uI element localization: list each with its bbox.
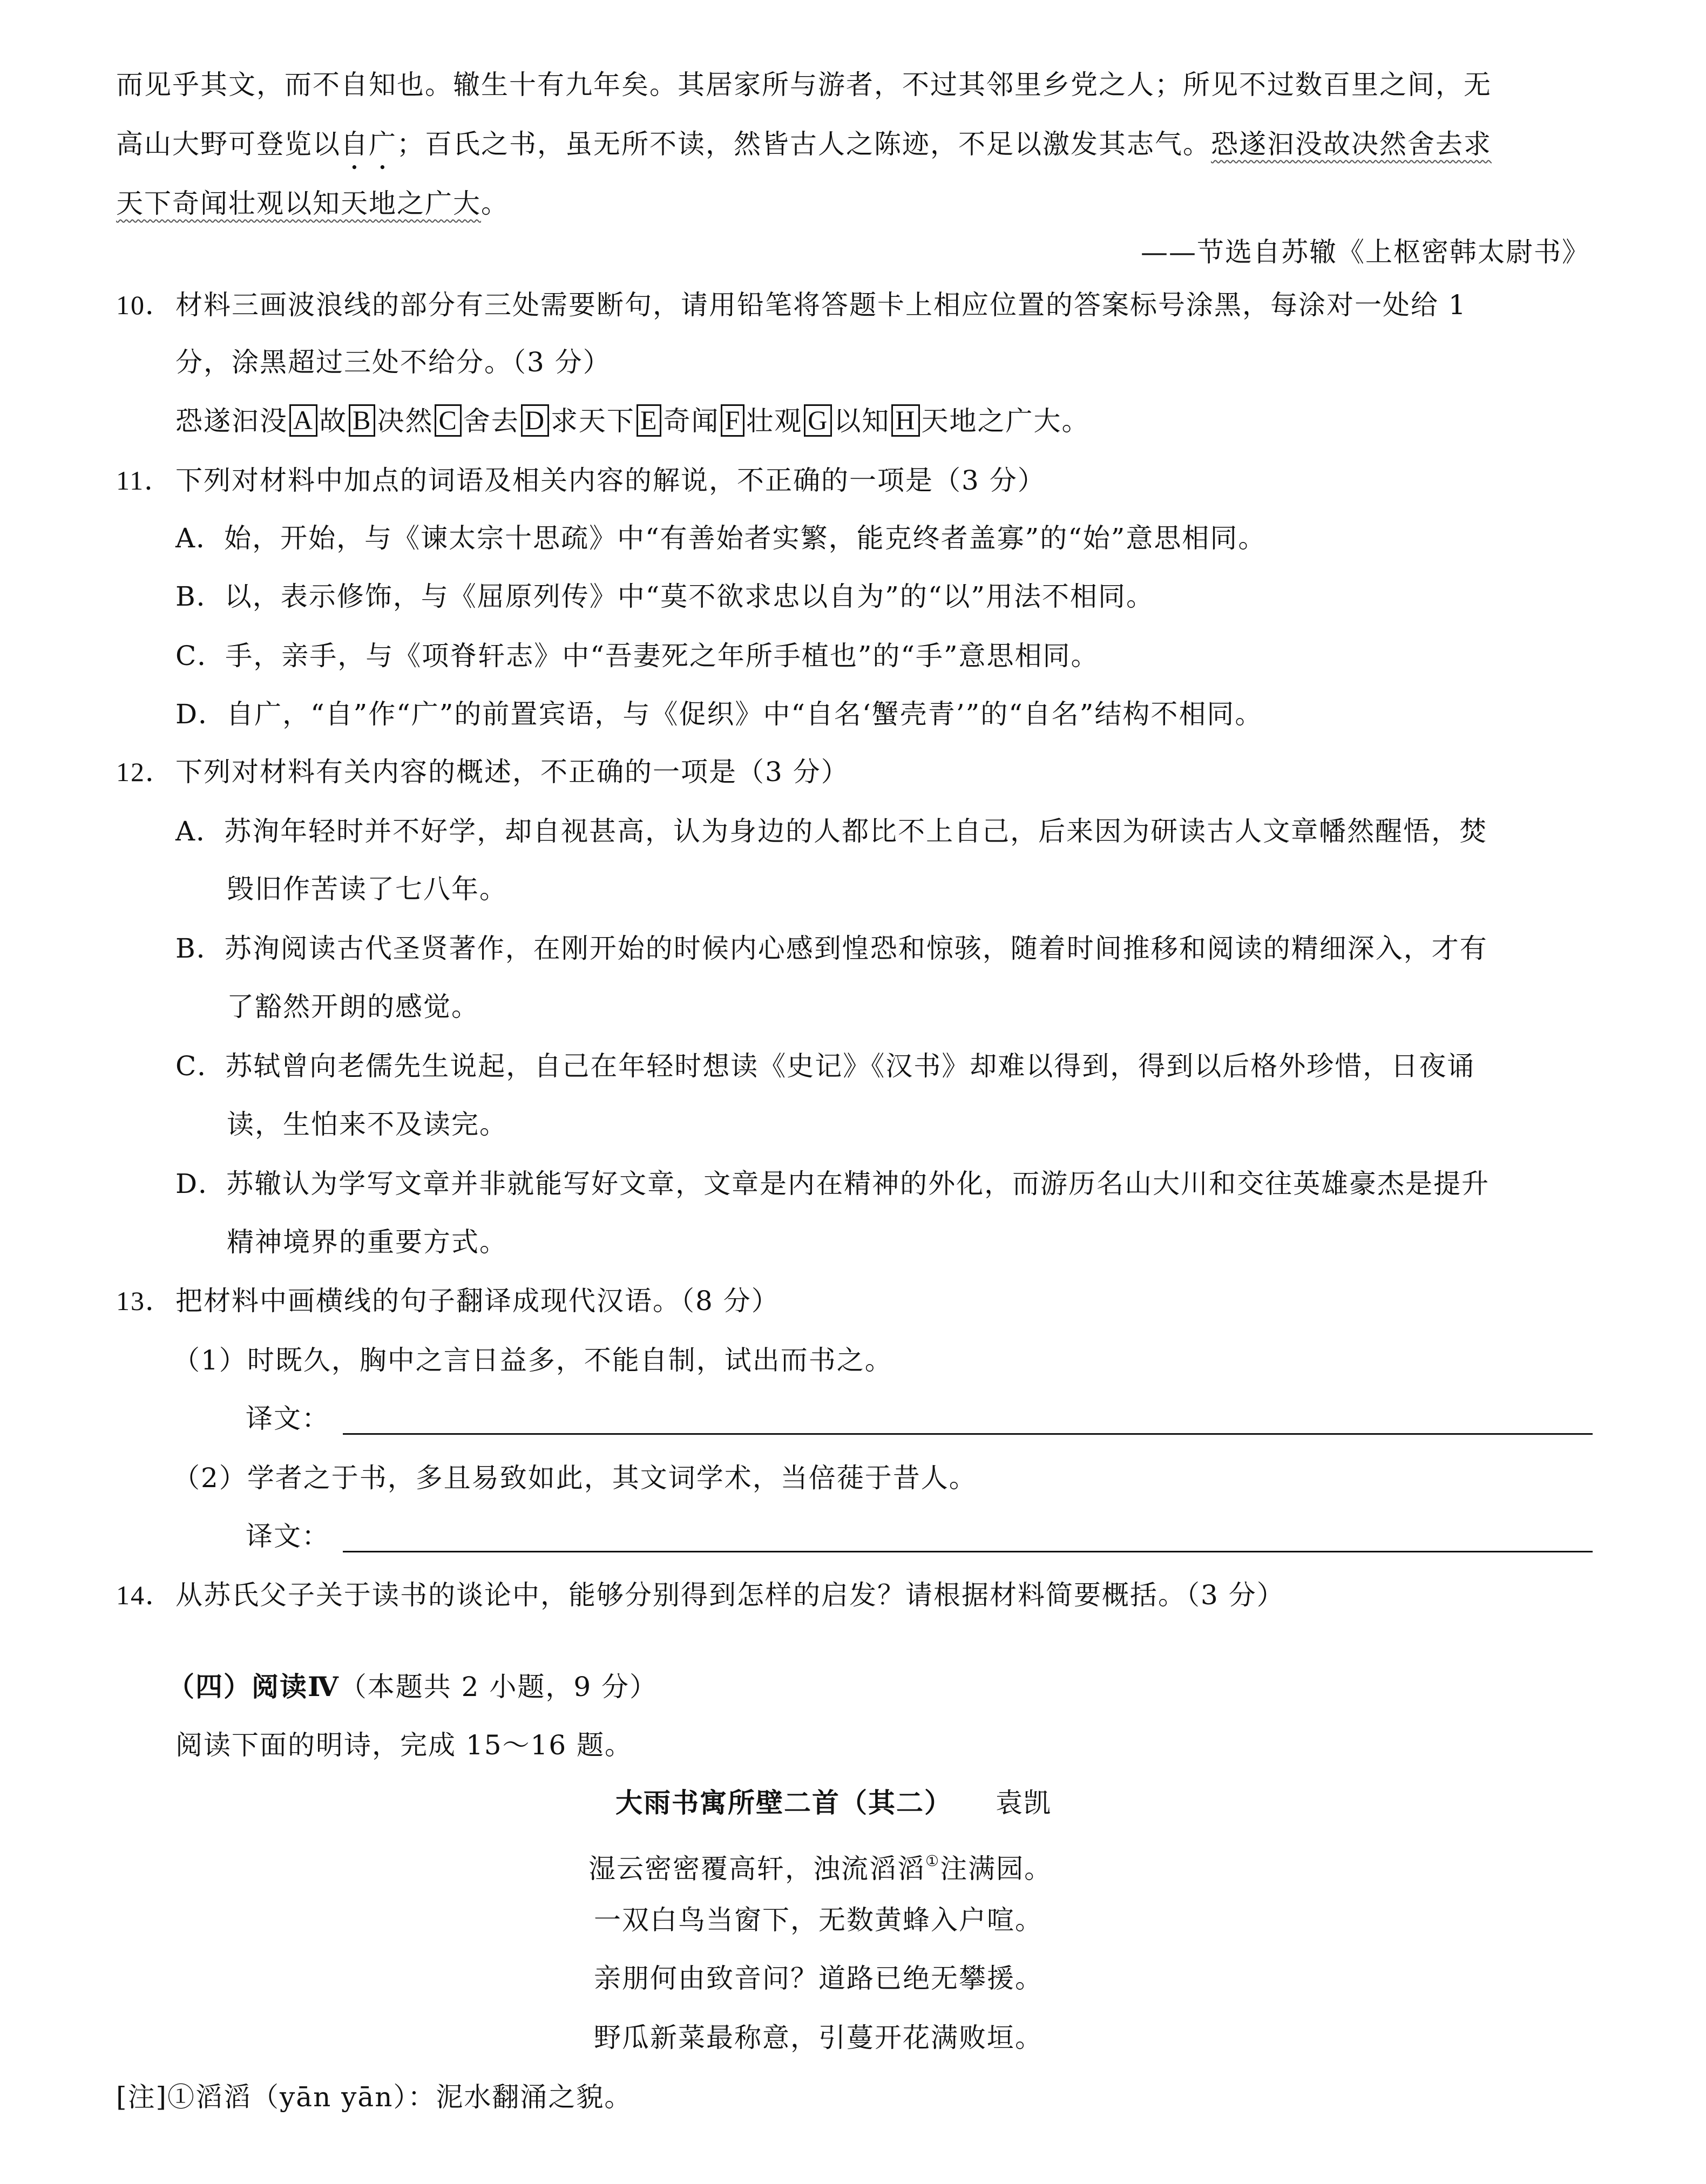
q12-option-d-cont: 精神境界的重要方式。 xyxy=(227,1226,507,1258)
q12-stem xyxy=(116,753,849,791)
source-citation: ——节选自苏辙《上枢密韩太尉书》 xyxy=(1141,236,1590,268)
q14-stem xyxy=(116,1576,1285,1614)
option-label: D． xyxy=(175,1168,227,1199)
poem-author: 袁凯 xyxy=(996,1787,1052,1819)
segment: 舍去 xyxy=(463,405,519,437)
option-text: 手，亲手，与《项脊轩志》中“吾妻死之年所手植也”的“手”意思相同。 xyxy=(225,640,1099,672)
poem-header xyxy=(615,1784,1052,1822)
q14-text: 从苏氏父子关于读书的谈论中，能够分别得到怎样的启发？请根据材料简要概括。（3 分） xyxy=(175,1579,1285,1611)
footnote-marker: ① xyxy=(925,1852,940,1870)
q12-option-c[interactable] xyxy=(175,1047,1475,1085)
q11-option-a[interactable] xyxy=(175,519,1266,557)
q10-text: 材料三画波浪线的部分有三处需要断句，请用铅笔将答题卡上相应位置的答案标号涂黑，每涂对一处给 1 xyxy=(175,289,1467,321)
segment: 天地之广大。 xyxy=(921,405,1090,437)
translation-answer-field-2[interactable] xyxy=(343,1551,1593,1552)
material-line-2 xyxy=(116,125,1492,175)
item-label: （2） xyxy=(173,1462,247,1494)
option-label: A． xyxy=(175,523,225,554)
q12-option-c-cont: 读，生怕来不及读完。 xyxy=(227,1109,507,1140)
segment: 求天下 xyxy=(550,405,635,437)
q13-item-2 xyxy=(173,1459,977,1497)
wavy-underlined-text: 天下奇闻壮观以知天地之广大 xyxy=(116,188,481,219)
question-number: 11． xyxy=(116,465,173,496)
q12-option-b[interactable] xyxy=(175,930,1488,967)
option-label: B． xyxy=(175,581,225,612)
option-text: 始，开始，与《谏太宗十思疏》中“有善始者实繁，能克终者盖寡”的“始”意思相同。 xyxy=(224,523,1267,554)
poem-text: 湿云密密覆高轩，浊流滔滔 xyxy=(588,1853,925,1884)
item-text: 学者之于书，多且易致如此，其文词学术，当倍蓰于昔人。 xyxy=(247,1462,977,1494)
option-text: 以，表示修饰，与《屈原列传》中“莫不欲求忠以自为”的“以”用法不相同。 xyxy=(224,581,1154,612)
q12-option-a[interactable] xyxy=(175,812,1487,850)
translation-answer-field-1[interactable] xyxy=(343,1433,1593,1435)
answer-box-d[interactable]: D xyxy=(521,404,549,437)
q12-text: 下列对材料有关内容的概述，不正确的一项是（3 分） xyxy=(175,756,849,788)
poem-line-4: 野瓜新菜最称意，引蔓开花满败垣。 xyxy=(594,2022,1043,2053)
dotted-word-zi-guang: 自广 xyxy=(341,128,397,160)
segment: 故 xyxy=(319,405,348,437)
q10-sentence-breaks xyxy=(175,402,1090,440)
q11-option-d[interactable] xyxy=(175,695,1263,733)
q12-option-b-cont: 了豁然开朗的感觉。 xyxy=(227,991,479,1022)
answer-box-h[interactable]: H xyxy=(891,404,919,437)
section-instruction: 阅读下面的明诗，完成 15～16 题。 xyxy=(175,1729,633,1761)
item-text: 时既久，胸中之言日益多，不能自制，试出而书之。 xyxy=(247,1345,893,1376)
answer-box-c[interactable]: C xyxy=(435,404,461,437)
answer-box-e[interactable]: E xyxy=(637,404,662,437)
option-label: A． xyxy=(175,816,225,847)
material-line-1: 而见乎其文，而不自知也。辙生十有九年矣。其居家所与游者，不过其邻里乡党之人；所见不过数百里之间，无 xyxy=(116,69,1492,100)
q12-option-d[interactable] xyxy=(175,1165,1490,1203)
material-text: 高山大野可登览以 xyxy=(116,128,341,160)
q13-answer-label-2: 译文： xyxy=(246,1521,330,1552)
segment: 壮观 xyxy=(746,405,803,437)
q11-option-b[interactable] xyxy=(175,578,1154,615)
material-text: ；百氏之书，虽无所不读，然皆古人之陈迹，不足以激发其志气。 xyxy=(397,128,1211,160)
item-label: （1） xyxy=(173,1345,247,1376)
poem-text: 注满园。 xyxy=(940,1853,1053,1884)
question-number: 14． xyxy=(116,1580,173,1610)
option-text: 苏轼曾向老儒先生说起，自己在年轻时想读《史记》《汉书》却难以得到，得到以后格外珍惜，日夜诵 xyxy=(225,1050,1475,1082)
q11-option-c[interactable] xyxy=(175,637,1099,675)
section-meta: （本题共 2 小题，9 分） xyxy=(339,1671,658,1703)
q11-stem xyxy=(116,462,1046,499)
q13-item-1 xyxy=(173,1341,893,1379)
poem-title: 大雨书寓所壁二首（其二） xyxy=(615,1787,952,1819)
question-number: 12． xyxy=(116,757,173,787)
question-number: 13． xyxy=(116,1286,173,1316)
segment: 决然 xyxy=(377,405,434,437)
q10-stem-line-2: 分，涂黑超过三处不给分。（3 分） xyxy=(175,347,611,378)
poem-note: [注]①滔滔（yān yān）：泥水翻涌之貌。 xyxy=(116,2081,633,2113)
section-heading xyxy=(167,1668,658,1706)
segment: 恐遂汩没 xyxy=(175,405,288,437)
q10-stem-line-1 xyxy=(116,286,1467,324)
poem-line-2: 一双白鸟当窗下，无数黄蜂入户喧。 xyxy=(594,1904,1043,1936)
segment: 奇闻 xyxy=(663,405,720,437)
q13-stem xyxy=(116,1282,780,1320)
option-label: D． xyxy=(175,698,227,730)
option-label: C． xyxy=(175,640,226,672)
q11-text: 下列对材料中加点的词语及相关内容的解说，不正确的一项是（3 分） xyxy=(175,465,1046,496)
poem-line-1 xyxy=(588,1842,1052,1888)
option-label: B． xyxy=(175,933,225,964)
option-text: 苏洵阅读古代圣贤著作，在刚开始的时候内心感到惶恐和惊骇，随着时间推移和阅读的精细深入，才有 xyxy=(224,933,1488,964)
answer-box-a[interactable]: A xyxy=(289,404,317,437)
option-text: 苏洵年轻时并不好学，却自视甚高，认为身边的人都比不上自己，后来因为研读古人文章幡然醒悟，焚 xyxy=(224,816,1488,847)
option-text: 自广，“自”作“广”的前置宾语，与《促织》中“自名‘蟹壳青’”的“自名”结构不相同。 xyxy=(226,698,1263,730)
poem-line-3: 亲朋何由致音问？道路已绝无攀援。 xyxy=(594,1963,1043,1994)
q12-option-a-cont: 毁旧作苦读了七八年。 xyxy=(227,873,507,905)
section-title: （四）阅读Ⅳ xyxy=(167,1671,340,1703)
wavy-underlined-text: 恐遂汩没故决然舍去求 xyxy=(1211,128,1492,160)
answer-box-b[interactable]: B xyxy=(349,404,375,437)
q13-text: 把材料中画横线的句子翻译成现代汉语。（8 分） xyxy=(175,1285,780,1317)
segment: 以知 xyxy=(834,405,890,437)
material-line-3 xyxy=(116,185,509,222)
answer-box-g[interactable]: G xyxy=(804,404,832,437)
q13-answer-label-1: 译文： xyxy=(246,1403,330,1434)
material-text: 。 xyxy=(481,188,509,219)
option-text: 苏辙认为学写文章并非就能写好文章，文章是内在精神的外化，而游历名山大川和交往英雄豪杰是提升 xyxy=(226,1168,1490,1199)
option-label: C． xyxy=(175,1050,226,1082)
answer-box-f[interactable]: F xyxy=(721,404,744,437)
question-number: 10． xyxy=(116,290,173,320)
